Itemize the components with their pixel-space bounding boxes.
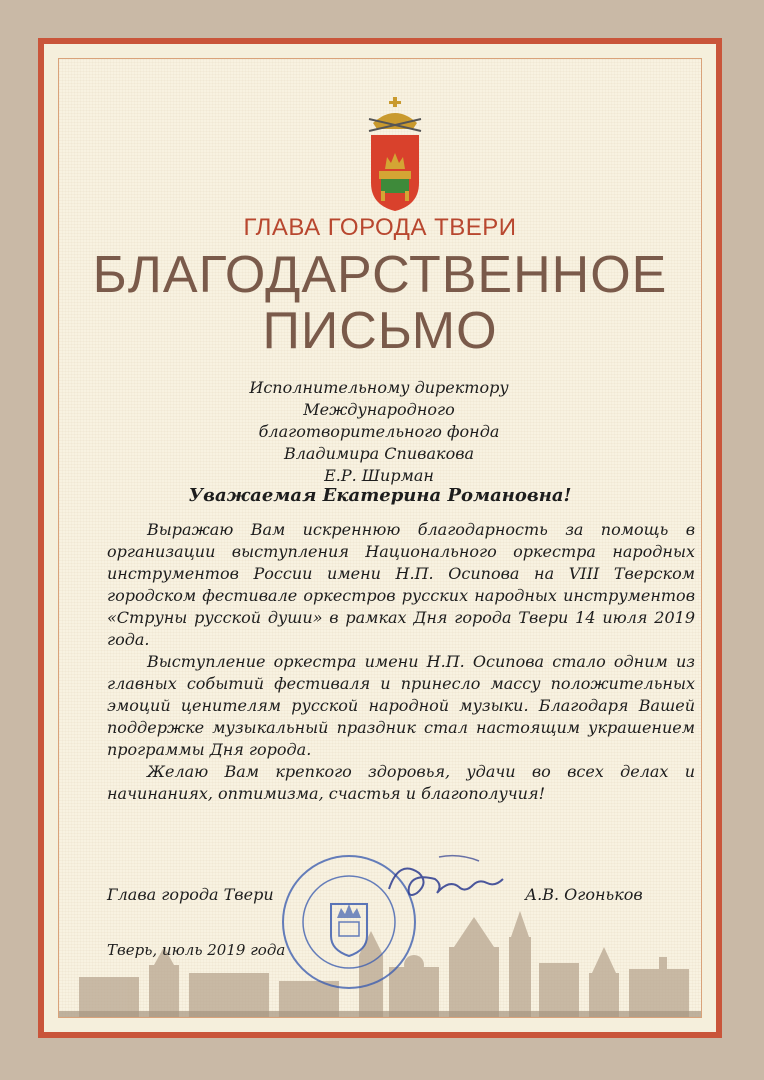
greeting: Уважаемая Екатерина Романовна! (188, 485, 572, 506)
handwritten-signature (379, 849, 519, 909)
body-paragraph: Выражаю Вам искреннюю благодарность за помощь в организации выступления Национального оркестра народных инструментов России имени Н.П. Осипова на VIII Тверском городском фестивале оркестров русских народных инструментов «Струны русской души» в рамках Дня города Твери 14 июля 2019 года. (107, 520, 695, 649)
addressee-line: Исполнительному директору (249, 378, 509, 397)
addressee-line: Е.Р. Ширман (324, 466, 434, 485)
place-and-date: Тверь, июль 2019 года (107, 941, 286, 959)
addressee-line: Международного благотворительного фонда (258, 400, 500, 441)
letter-frame (38, 38, 722, 1038)
document-title (59, 247, 701, 359)
body-paragraph: Желаю Вам крепкого здоровья, удачи во всех делах и начинаниях, оптимизма, счастья и благополучия! (107, 762, 695, 803)
city-coat-of-arms-icon (365, 95, 425, 215)
body-paragraph: Выступление оркестра имени Н.П. Осипова стало одним из главных событий фестиваля и принесло массу положительных эмоций ценителям русской народной музыки. Благодаря Вашей поддержке музыкальный праздник стал настоящим украшением программы Дня города. (107, 652, 695, 759)
addressee-block (229, 377, 529, 487)
signature-title: Глава города Твери (107, 885, 274, 904)
addressee-line: Владимира Спивакова (283, 444, 475, 463)
letter-body (107, 519, 695, 805)
issuer-heading: ГЛАВА ГОРОДА ТВЕРИ (243, 214, 517, 241)
document-title-line-1: БЛАГОДАРСТВЕННОЕ (92, 246, 668, 304)
signer-name: А.В. Огоньков (525, 885, 643, 904)
letter-paper (58, 58, 702, 1018)
document-title-line-2: ПИСЬМО (262, 302, 498, 360)
